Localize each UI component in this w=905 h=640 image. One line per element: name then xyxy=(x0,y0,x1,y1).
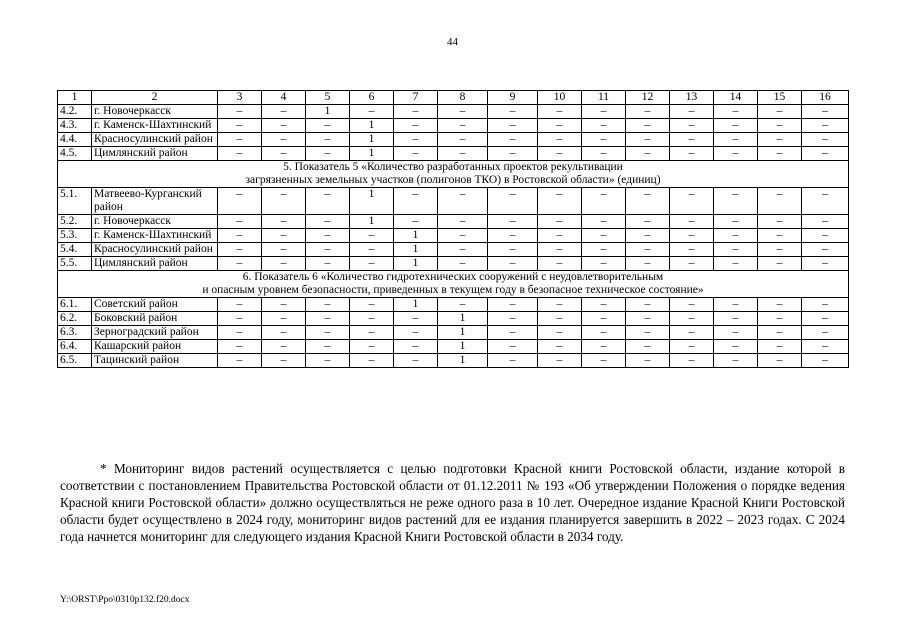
value-cell: – xyxy=(802,312,849,326)
row-number: 5.3. xyxy=(58,229,92,243)
value-cell: – xyxy=(394,133,438,147)
value-cell: – xyxy=(218,133,262,147)
header-cell: 9 xyxy=(488,91,538,105)
value-cell: – xyxy=(306,215,350,229)
row-name: Красносулинский район xyxy=(92,133,218,147)
value-cell: – xyxy=(670,354,714,368)
value-cell: – xyxy=(306,340,350,354)
value-cell: 1 xyxy=(306,105,350,119)
value-cell: – xyxy=(714,215,758,229)
value-cell: – xyxy=(488,326,538,340)
value-cell: – xyxy=(802,119,849,133)
header-cell: 6 xyxy=(350,91,394,105)
value-cell: – xyxy=(394,119,438,133)
value-cell: – xyxy=(438,215,488,229)
value-cell: – xyxy=(218,298,262,312)
value-cell: – xyxy=(218,312,262,326)
file-path: Y:\ORST\Ppo\0310p132.f20.docx xyxy=(60,595,190,605)
value-cell: – xyxy=(670,340,714,354)
value-cell: – xyxy=(350,243,394,257)
value-cell: – xyxy=(350,340,394,354)
value-cell: – xyxy=(218,340,262,354)
value-cell: – xyxy=(350,257,394,271)
table-row xyxy=(58,326,849,340)
value-cell: – xyxy=(758,312,802,326)
footnote xyxy=(60,460,845,545)
value-cell: – xyxy=(488,257,538,271)
row-name: Красносулинский район xyxy=(92,243,218,257)
value-cell: – xyxy=(538,229,582,243)
header-cell: 11 xyxy=(582,91,626,105)
value-cell: – xyxy=(758,354,802,368)
table-row xyxy=(58,133,849,147)
value-cell: – xyxy=(262,188,306,215)
value-cell: – xyxy=(670,298,714,312)
value-cell: – xyxy=(350,326,394,340)
value-cell: – xyxy=(538,257,582,271)
table-row xyxy=(58,257,849,271)
value-cell: – xyxy=(714,312,758,326)
table-body xyxy=(58,105,849,368)
value-cell: 1 xyxy=(350,147,394,161)
value-cell: – xyxy=(538,312,582,326)
value-cell: – xyxy=(394,340,438,354)
value-cell: – xyxy=(714,119,758,133)
row-number: 6.4. xyxy=(58,340,92,354)
value-cell: – xyxy=(218,229,262,243)
value-cell: – xyxy=(218,188,262,215)
value-cell: – xyxy=(582,133,626,147)
value-cell: – xyxy=(714,243,758,257)
value-cell: 1 xyxy=(394,257,438,271)
row-name: Зерноградский район xyxy=(92,326,218,340)
value-cell: – xyxy=(350,229,394,243)
value-cell: – xyxy=(538,243,582,257)
value-cell: – xyxy=(350,354,394,368)
value-cell: – xyxy=(626,105,670,119)
value-cell: – xyxy=(714,298,758,312)
value-cell: – xyxy=(714,257,758,271)
value-cell: – xyxy=(626,243,670,257)
value-cell: – xyxy=(394,215,438,229)
value-cell: – xyxy=(802,229,849,243)
value-cell: – xyxy=(306,243,350,257)
value-cell: – xyxy=(670,119,714,133)
header-cell: 3 xyxy=(218,91,262,105)
section-header-row xyxy=(58,271,849,298)
value-cell: – xyxy=(438,257,488,271)
value-cell: – xyxy=(626,119,670,133)
header-cell: 15 xyxy=(758,91,802,105)
row-name: Цимлянский район xyxy=(92,257,218,271)
value-cell: – xyxy=(262,354,306,368)
value-cell: – xyxy=(758,215,802,229)
value-cell: – xyxy=(582,215,626,229)
value-cell: – xyxy=(306,147,350,161)
value-cell: – xyxy=(758,188,802,215)
value-cell: – xyxy=(802,188,849,215)
value-cell: – xyxy=(582,229,626,243)
value-cell: – xyxy=(626,340,670,354)
row-name: г. Каменск-Шахтинский xyxy=(92,229,218,243)
value-cell: – xyxy=(538,340,582,354)
row-number: 4.3. xyxy=(58,119,92,133)
value-cell: – xyxy=(218,147,262,161)
table-row xyxy=(58,298,849,312)
value-cell: – xyxy=(714,147,758,161)
value-cell: – xyxy=(714,354,758,368)
value-cell: – xyxy=(714,340,758,354)
value-cell: – xyxy=(670,229,714,243)
header-cell: 12 xyxy=(626,91,670,105)
row-number: 6.1. xyxy=(58,298,92,312)
value-cell: – xyxy=(802,340,849,354)
value-cell: – xyxy=(582,257,626,271)
value-cell: – xyxy=(488,298,538,312)
value-cell: – xyxy=(802,243,849,257)
value-cell: – xyxy=(670,312,714,326)
row-name: Кашарский район xyxy=(92,340,218,354)
value-cell: – xyxy=(218,243,262,257)
value-cell: – xyxy=(394,354,438,368)
value-cell: – xyxy=(218,215,262,229)
value-cell: – xyxy=(758,257,802,271)
value-cell: – xyxy=(582,243,626,257)
value-cell: – xyxy=(626,188,670,215)
header-cell: 14 xyxy=(714,91,758,105)
section-title xyxy=(58,271,849,298)
value-cell: – xyxy=(802,105,849,119)
value-cell: – xyxy=(582,312,626,326)
value-cell: – xyxy=(582,354,626,368)
table-row xyxy=(58,147,849,161)
row-name: г. Новочеркасск xyxy=(92,215,218,229)
value-cell: – xyxy=(582,298,626,312)
value-cell: – xyxy=(626,133,670,147)
row-number: 6.2. xyxy=(58,312,92,326)
value-cell: – xyxy=(758,105,802,119)
value-cell: – xyxy=(488,133,538,147)
row-name: г. Каменск-Шахтинский xyxy=(92,119,218,133)
value-cell: – xyxy=(488,312,538,326)
value-cell: – xyxy=(262,229,306,243)
value-cell: – xyxy=(714,326,758,340)
table-row xyxy=(58,243,849,257)
row-number: 5.4. xyxy=(58,243,92,257)
value-cell: – xyxy=(758,326,802,340)
value-cell: – xyxy=(306,119,350,133)
indicator-table xyxy=(57,90,849,368)
value-cell: – xyxy=(218,105,262,119)
header-cell: 10 xyxy=(538,91,582,105)
value-cell: – xyxy=(670,188,714,215)
value-cell: – xyxy=(262,257,306,271)
value-cell: – xyxy=(626,354,670,368)
table-row xyxy=(58,215,849,229)
section-title-line: и опасным уровнем безопасности, приведенных в текущем году в безопасное техническое состояние» xyxy=(202,284,704,296)
value-cell: – xyxy=(538,326,582,340)
value-cell: – xyxy=(758,133,802,147)
row-number: 4.4. xyxy=(58,133,92,147)
value-cell: – xyxy=(538,354,582,368)
value-cell: 1 xyxy=(350,119,394,133)
header-cell: 13 xyxy=(670,91,714,105)
value-cell: – xyxy=(306,257,350,271)
value-cell: – xyxy=(582,340,626,354)
table-row xyxy=(58,105,849,119)
value-cell: – xyxy=(538,215,582,229)
value-cell: – xyxy=(438,229,488,243)
value-cell: – xyxy=(714,133,758,147)
value-cell: – xyxy=(218,257,262,271)
value-cell: 1 xyxy=(438,354,488,368)
header-cell: 5 xyxy=(306,91,350,105)
value-cell: – xyxy=(626,312,670,326)
row-name: Тацинский район xyxy=(92,354,218,368)
value-cell: – xyxy=(438,119,488,133)
value-cell: 1 xyxy=(394,229,438,243)
value-cell: – xyxy=(802,298,849,312)
value-cell: – xyxy=(262,312,306,326)
value-cell: – xyxy=(438,188,488,215)
value-cell: 1 xyxy=(438,340,488,354)
value-cell: – xyxy=(758,243,802,257)
value-cell: – xyxy=(306,298,350,312)
table-row xyxy=(58,354,849,368)
value-cell: – xyxy=(306,354,350,368)
value-cell: – xyxy=(262,105,306,119)
section-header-row xyxy=(58,161,849,188)
page-number: 44 xyxy=(447,36,458,48)
value-cell: – xyxy=(350,298,394,312)
value-cell: – xyxy=(488,188,538,215)
value-cell: – xyxy=(350,312,394,326)
value-cell: 1 xyxy=(350,133,394,147)
value-cell: – xyxy=(538,105,582,119)
section-title-line: 6. Показатель 6 «Количество гидротехнических сооружений с неудовлетворительным xyxy=(242,271,664,283)
row-name: Цимлянский район xyxy=(92,147,218,161)
value-cell: – xyxy=(488,354,538,368)
value-cell: – xyxy=(758,298,802,312)
section-title xyxy=(58,161,849,188)
value-cell: – xyxy=(394,105,438,119)
value-cell: – xyxy=(538,147,582,161)
value-cell: – xyxy=(626,257,670,271)
table-row xyxy=(58,312,849,326)
value-cell: – xyxy=(758,147,802,161)
value-cell: – xyxy=(488,215,538,229)
value-cell: – xyxy=(538,298,582,312)
value-cell: – xyxy=(306,229,350,243)
value-cell: – xyxy=(262,119,306,133)
value-cell: – xyxy=(670,243,714,257)
row-number: 4.2. xyxy=(58,105,92,119)
value-cell: – xyxy=(582,188,626,215)
value-cell: – xyxy=(488,147,538,161)
value-cell: – xyxy=(802,257,849,271)
value-cell: – xyxy=(394,326,438,340)
table-row xyxy=(58,229,849,243)
value-cell: 1 xyxy=(438,326,488,340)
row-name: Боковский район xyxy=(92,312,218,326)
row-number: 6.3. xyxy=(58,326,92,340)
value-cell: – xyxy=(538,188,582,215)
value-cell: – xyxy=(582,326,626,340)
value-cell: – xyxy=(394,188,438,215)
value-cell: 1 xyxy=(350,215,394,229)
value-cell: – xyxy=(262,326,306,340)
value-cell: – xyxy=(670,105,714,119)
value-cell: – xyxy=(626,298,670,312)
row-number: 5.1. xyxy=(58,188,92,215)
value-cell: – xyxy=(758,229,802,243)
value-cell: – xyxy=(670,215,714,229)
value-cell: – xyxy=(262,215,306,229)
value-cell: 1 xyxy=(394,298,438,312)
value-cell: 1 xyxy=(438,312,488,326)
value-cell: – xyxy=(306,133,350,147)
value-cell: – xyxy=(714,229,758,243)
value-cell: – xyxy=(262,298,306,312)
value-cell: – xyxy=(488,119,538,133)
row-number: 5.2. xyxy=(58,215,92,229)
value-cell: – xyxy=(218,119,262,133)
value-cell: – xyxy=(626,229,670,243)
value-cell: – xyxy=(306,312,350,326)
value-cell: – xyxy=(802,326,849,340)
row-number: 4.5. xyxy=(58,147,92,161)
header-cell: 4 xyxy=(262,91,306,105)
value-cell: – xyxy=(350,105,394,119)
value-cell: – xyxy=(438,243,488,257)
header-cell: 1 xyxy=(58,91,92,105)
table-row xyxy=(58,340,849,354)
value-cell: – xyxy=(488,340,538,354)
value-cell: – xyxy=(802,215,849,229)
value-cell: – xyxy=(714,105,758,119)
row-name: Матвеево-Курганский район xyxy=(92,188,218,215)
value-cell: – xyxy=(394,147,438,161)
table-header-row xyxy=(58,91,849,105)
value-cell: – xyxy=(758,119,802,133)
value-cell: – xyxy=(670,326,714,340)
value-cell: – xyxy=(582,119,626,133)
value-cell: – xyxy=(802,147,849,161)
value-cell: – xyxy=(488,243,538,257)
row-name: Советский район xyxy=(92,298,218,312)
row-name: г. Новочеркасск xyxy=(92,105,218,119)
value-cell: – xyxy=(802,133,849,147)
value-cell: – xyxy=(306,326,350,340)
value-cell: – xyxy=(438,298,488,312)
value-cell: – xyxy=(626,147,670,161)
value-cell: – xyxy=(538,133,582,147)
value-cell: – xyxy=(438,147,488,161)
value-cell: – xyxy=(582,105,626,119)
row-number: 6.5. xyxy=(58,354,92,368)
value-cell: – xyxy=(262,147,306,161)
value-cell: – xyxy=(626,326,670,340)
value-cell: – xyxy=(438,105,488,119)
header-cell: 8 xyxy=(438,91,488,105)
header-cell: 16 xyxy=(802,91,849,105)
header-cell: 2 xyxy=(92,91,218,105)
value-cell: – xyxy=(218,326,262,340)
value-cell: – xyxy=(714,188,758,215)
value-cell: – xyxy=(582,147,626,161)
value-cell: – xyxy=(306,188,350,215)
section-title-line: загрязненных земельных участков (полигонов ТКО) в Ростовской области» (единиц) xyxy=(245,174,661,186)
value-cell: – xyxy=(262,340,306,354)
value-cell: – xyxy=(438,133,488,147)
value-cell: – xyxy=(262,243,306,257)
header-cell: 7 xyxy=(394,91,438,105)
value-cell: – xyxy=(670,147,714,161)
value-cell: – xyxy=(488,229,538,243)
value-cell: 1 xyxy=(394,243,438,257)
table-row xyxy=(58,119,849,133)
value-cell: – xyxy=(218,354,262,368)
value-cell: 1 xyxy=(350,188,394,215)
value-cell: – xyxy=(626,215,670,229)
footnote-text: * Мониторинг видов растений осуществляется с целью подготовки Красной книги Ростовской области, издание которой в соответствии с постановлением Правительства Ростовской области от 01.12.2011 № 193 «Об утверждении Положения о порядке ведения Красной книги Ростовской области» должно осуществляться не реже одного раза в 10 лет. Очередное издание Красной Книги Ростовской области будет осуществлено в 2024 году, мониторинг видов растений для ее издания планируется завершить в 2022 – 2023 годах. С 2024 года начнется мониторинг для следующего издания Красной Книги Ростовской области в 2034 году. xyxy=(60,461,845,544)
table-row xyxy=(58,188,849,215)
value-cell: – xyxy=(538,119,582,133)
row-number: 5.5. xyxy=(58,257,92,271)
value-cell: – xyxy=(262,133,306,147)
value-cell: – xyxy=(670,133,714,147)
value-cell: – xyxy=(758,340,802,354)
value-cell: – xyxy=(394,312,438,326)
value-cell: – xyxy=(488,105,538,119)
section-title-line: 5. Показатель 5 «Количество разработанных проектов рекультивации xyxy=(283,161,623,173)
value-cell: – xyxy=(802,354,849,368)
value-cell: – xyxy=(670,257,714,271)
